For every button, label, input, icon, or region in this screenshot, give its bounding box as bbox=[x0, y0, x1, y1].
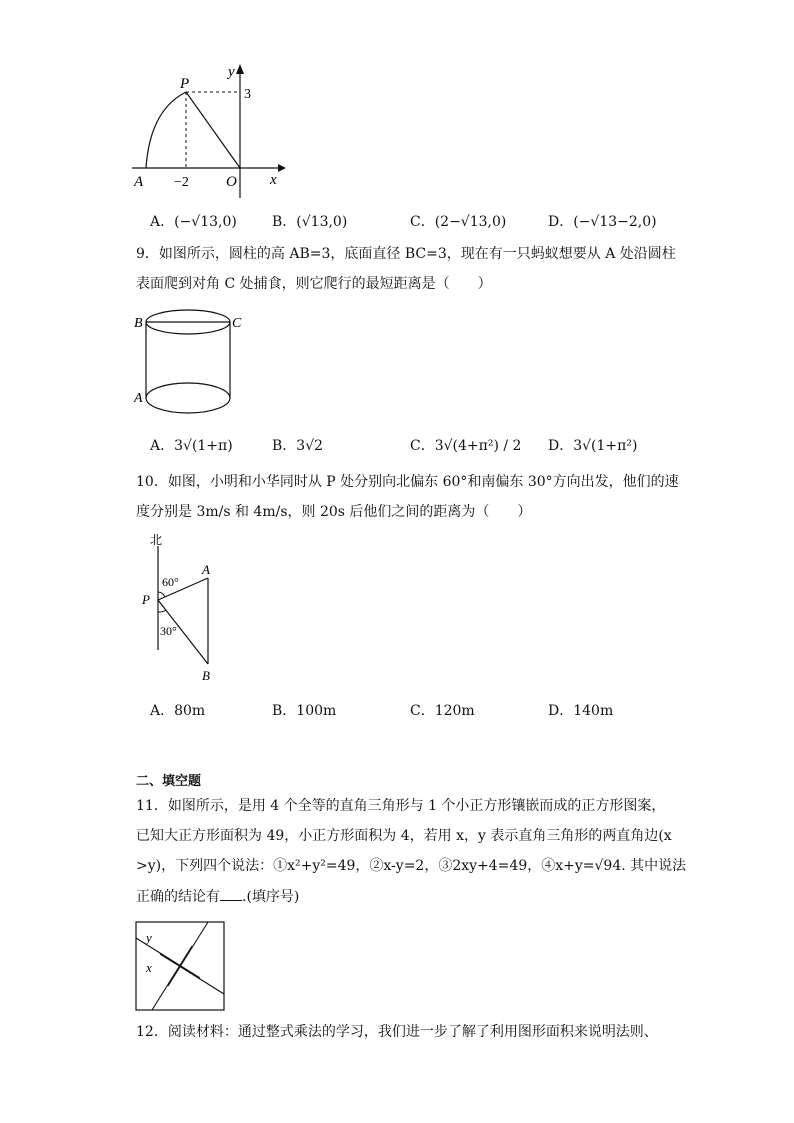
q8-option-b[interactable]: B．(√13,0) bbox=[272, 214, 348, 230]
q8-option-c[interactable]: C．(2−√13,0) bbox=[410, 214, 507, 230]
label-c: C bbox=[232, 316, 242, 331]
q10-line2: 度分别是 3m/s 和 4m/s，则 20s 后他们之间的距离为（ ） bbox=[136, 504, 532, 520]
label-x: x bbox=[146, 960, 152, 975]
label-y: y bbox=[228, 64, 235, 80]
q9-line1: 9．如图所示，圆柱的高 AB=3，底面直径 BC=3，现在有一只蚂蚁想要从 A 处沿圆柱 bbox=[136, 246, 676, 262]
label-p: P bbox=[180, 76, 190, 92]
q9-option-a[interactable]: A．3√(1+π) bbox=[150, 438, 233, 454]
label-b: B bbox=[134, 316, 143, 331]
label-30: 30° bbox=[160, 624, 177, 638]
triangle-line-4 bbox=[152, 946, 192, 1010]
q9-option-c[interactable]: C．3√(4+π²) / 2 bbox=[410, 438, 522, 454]
label-y: y bbox=[146, 930, 152, 945]
label-o: O bbox=[226, 174, 237, 190]
q11-line1: 11．如图所示，是用 4 个全等的直角三角形与 1 个小正方形镶嵌而成的正方形图案， bbox=[136, 798, 666, 814]
q12-line1: 12．阅读材料：通过整式乘法的学习，我们进一步了解了利用图形面积来说明法则、 bbox=[136, 1024, 658, 1040]
triangle-line-3 bbox=[160, 954, 224, 994]
label-3: 3 bbox=[244, 87, 251, 102]
q9-option-b[interactable]: B．3√2 bbox=[272, 438, 324, 454]
label-p: P bbox=[142, 592, 150, 607]
arc-ap bbox=[146, 92, 186, 168]
label-x: x bbox=[270, 172, 277, 188]
label-a: A bbox=[134, 391, 143, 406]
q9-option-d[interactable]: D．3√(1+π²) bbox=[548, 438, 638, 454]
cylinder-bottom bbox=[146, 383, 230, 413]
q11-line2: 已知大正方形面积为 49，小正方形面积为 4，若用 x，y 表示直角三角形的两直角边(x bbox=[136, 828, 672, 844]
label-north: 北 bbox=[150, 534, 163, 547]
label-neg2: −2 bbox=[174, 175, 189, 190]
q10-line1: 10．如图，小明和小华同时从 P 处分别向北偏东 60°和南偏东 30°方向出发，他们的速 bbox=[136, 474, 679, 490]
section-title: 二、填空题 bbox=[136, 774, 202, 789]
q10-direction-figure bbox=[136, 534, 226, 686]
q8-option-a[interactable]: A．(−√13,0) bbox=[150, 214, 237, 230]
answer-blank[interactable] bbox=[220, 886, 242, 901]
y-axis-arrow-icon bbox=[236, 64, 244, 74]
q10-option-a[interactable]: A．80m bbox=[150, 703, 206, 719]
q11-line4 bbox=[136, 886, 299, 907]
q8-option-d[interactable]: D．(−√13−2,0) bbox=[548, 214, 657, 230]
q10-option-b[interactable]: B．100m bbox=[272, 703, 337, 719]
q8-figure bbox=[128, 58, 288, 198]
q9-cylinder-figure bbox=[130, 308, 250, 420]
q9-line2: 表面爬到对角 C 处捕食，则它爬行的最短距离是（ ） bbox=[136, 276, 492, 292]
q11-line4-post: .(填序号) bbox=[242, 889, 300, 905]
q11-line3: >y)，下列四个说法：①x²+y²=49，②x-y=2，③2xy+4=49，④x+y=√94. 其中说法 bbox=[136, 858, 687, 874]
angle-30-arc bbox=[158, 610, 166, 612]
q10-option-d[interactable]: D．140m bbox=[548, 703, 614, 719]
q11-square-figure bbox=[134, 920, 226, 1012]
triangle-line-2 bbox=[168, 922, 208, 986]
label-a: A bbox=[202, 562, 210, 577]
x-axis-arrow-icon bbox=[278, 164, 286, 172]
label-60: 60° bbox=[162, 575, 179, 589]
q11-line4-pre: 正确的结论有 bbox=[136, 889, 220, 905]
segment-po bbox=[186, 92, 240, 168]
label-a: A bbox=[134, 174, 144, 190]
angle-60-arc bbox=[158, 592, 165, 597]
q10-option-c[interactable]: C．120m bbox=[410, 703, 475, 719]
label-b: B bbox=[202, 668, 210, 683]
